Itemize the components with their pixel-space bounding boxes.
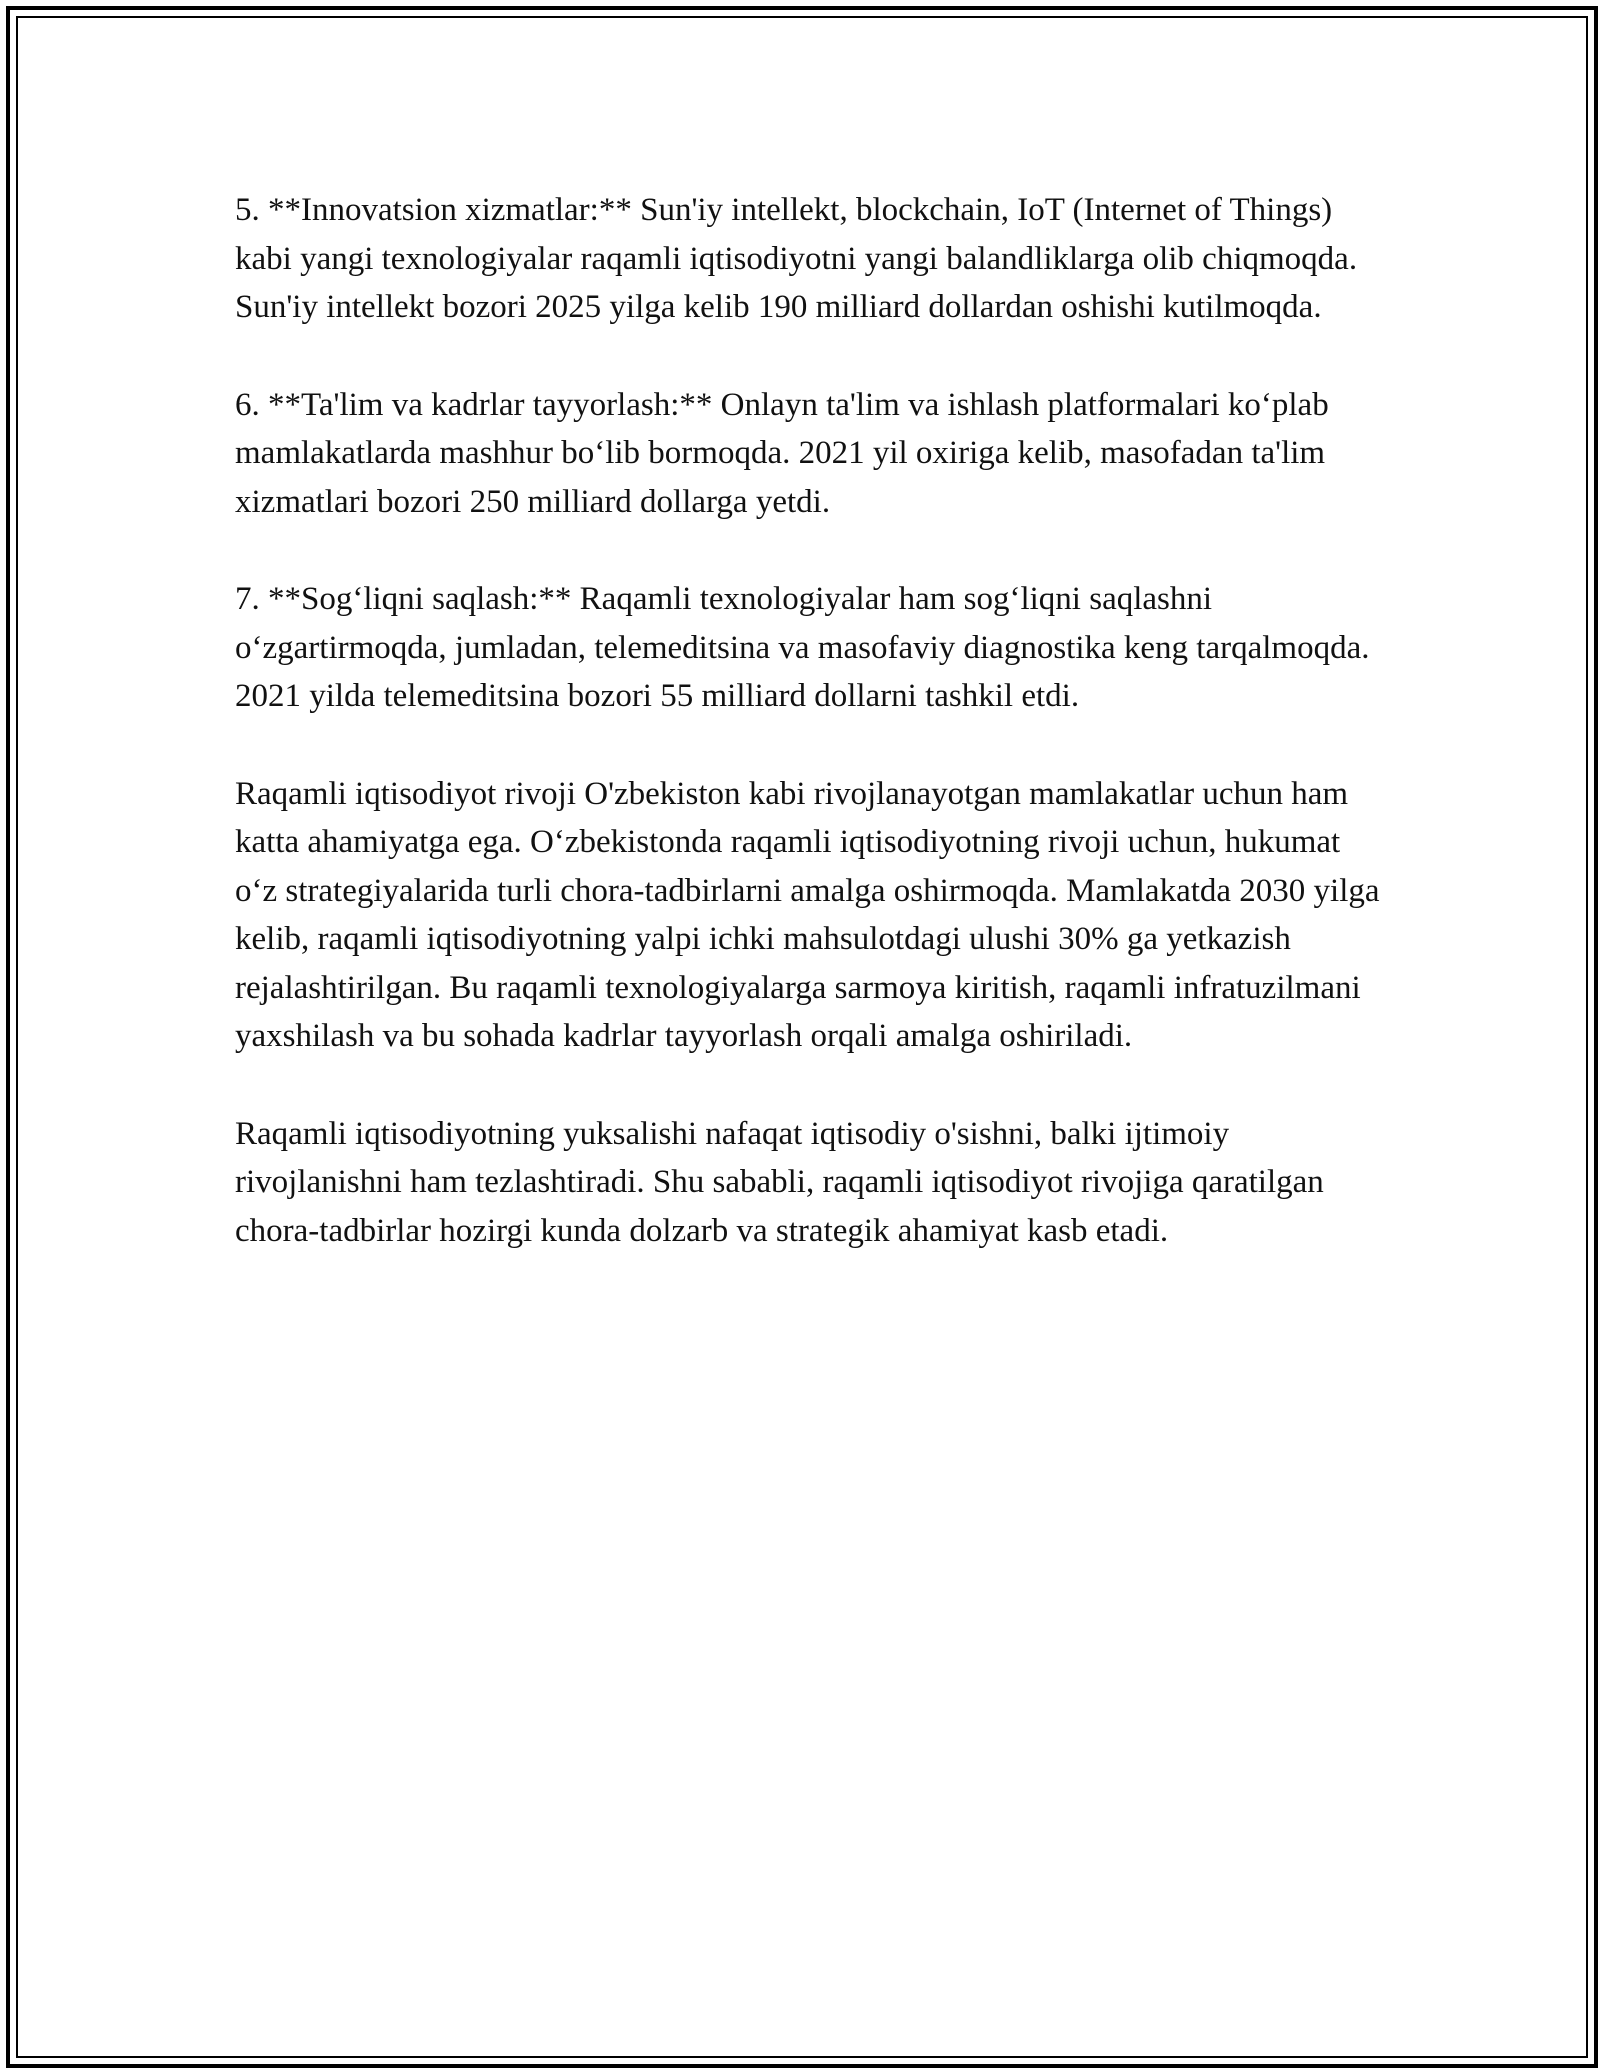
paragraph-education-training: 6. **Ta'lim va kadrlar tayyorlash:** Onlayn ta'lim va ishlash platformalari ko‘plab mamlakatlarda mashhur bo‘lib bormoqda. 2021 yil oxiriga kelib, masofadan ta'lim xizmatlari bozori 250 milliard dollarga yetdi. bbox=[235, 386, 1329, 520]
document-body bbox=[235, 186, 1385, 1304]
paragraph-innovative-services: 5. **Innovatsion xizmatlar:** Sun'iy intellekt, blockchain, IoT (Internet of Things) kabi yangi texnologiyalar raqamli iqtisodiyotni yangi balandliklarga olib chiqmoqda. Sun'iy intellekt bozori 2025 yilga kelib 190 milliard dollardan oshishi kutilmoqda. bbox=[235, 192, 1358, 325]
paragraph-uzbekistan-development: Raqamli iqtisodiyot rivoji O'zbekiston kabi rivojlanayotgan mamlakatlar uchun ham katta ahamiyatga ega. O‘zbekistonda raqamli iqtisodiyotning rivoji uchun, hukumat o‘z strategiyalarida turli chora-tadbirlarni amalga oshirmoqda. Mamlakatda 2030 yilga kelib, raqamli iqtisodiyotning yalpi ichki mahsulotdagi ulushi 30% ga yetkazish rejalashtirilgan. Bu raqamli texnologiyalarga sarmoya kiritish, raqamli infratuzilmani yaxshilash va bu sohada kadrlar tayyorlash orqali amalga oshiriladi. bbox=[235, 775, 1380, 1054]
paragraph-conclusion: Raqamli iqtisodiyotning yuksalishi nafaqat iqtisodiy o'sishni, balki ijtimoiy rivojlanishni ham tezlashtiradi. Shu sababli, raqamli iqtisodiyot rivojiga qaratilgan chora-tadbirlar hozirgi kunda dolzarb va strategik ahamiyat kasb etadi. bbox=[235, 1115, 1324, 1249]
paragraph-healthcare: 7. **Sog‘liqni saqlash:** Raqamli texnologiyalar ham sog‘liqni saqlashni o‘zgartirmoqda, jumladan, telemeditsina va masofaviy diagnostika keng tarqalmoqda. 2021 yilda telemeditsina bozori 55 milliard dollarni tashkil etdi. bbox=[235, 581, 1370, 714]
